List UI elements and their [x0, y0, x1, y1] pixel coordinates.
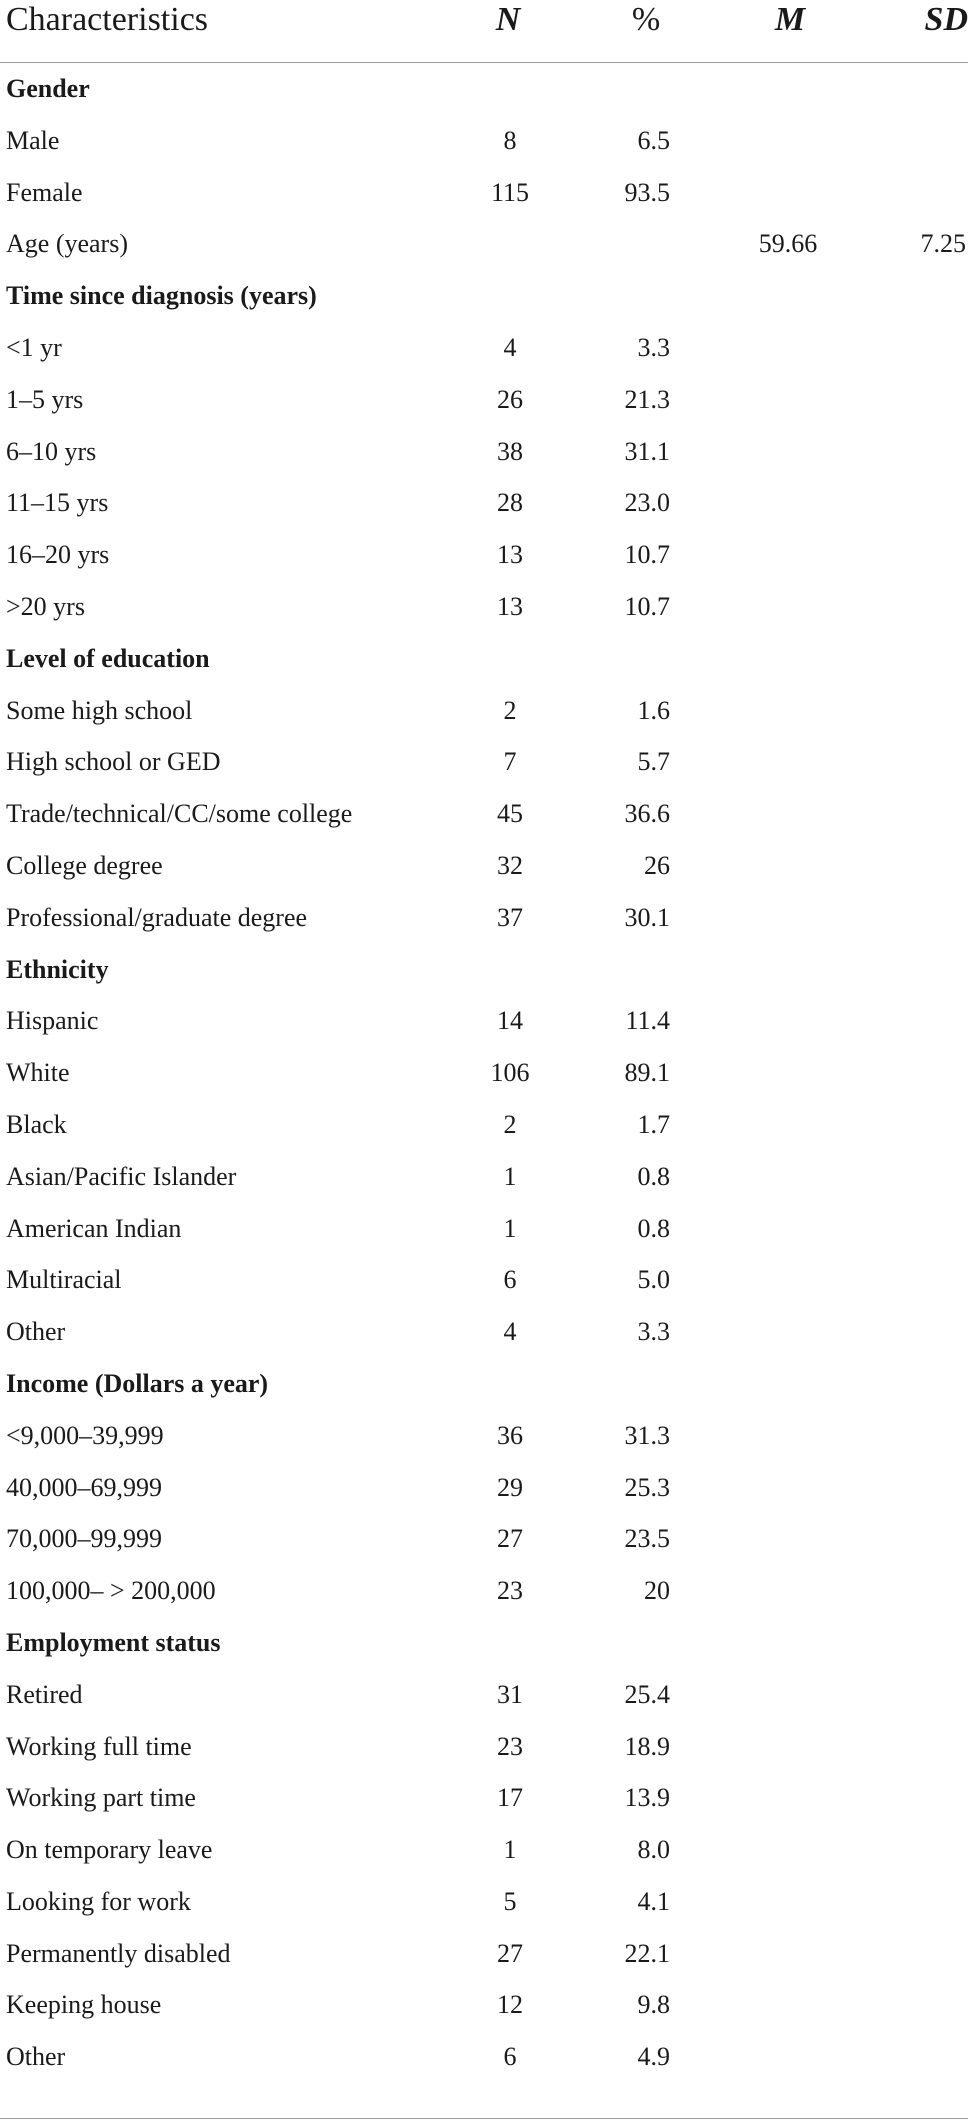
cell-percent: 10.7	[624, 540, 670, 570]
table-row	[0, 995, 968, 1047]
section-title: Income (Dollars a year)	[6, 1368, 269, 1398]
cell-n: 23	[497, 1731, 523, 1761]
section-header-row	[0, 1617, 968, 1669]
row-label: Trade/technical/CC/some college	[6, 799, 353, 829]
table-row	[0, 1772, 968, 1824]
table-row	[0, 736, 968, 788]
row-label: >20 yrs	[6, 591, 85, 621]
row-label: 16–20 yrs	[6, 540, 110, 570]
row-label: Hispanic	[6, 1006, 99, 1036]
row-label: 1–5 yrs	[6, 384, 84, 414]
table-header	[0, 0, 968, 63]
table-row	[0, 529, 968, 581]
cell-percent: 6.5	[637, 125, 670, 155]
row-label: On temporary leave	[6, 1835, 213, 1865]
row-label: 100,000– > 200,000	[6, 1576, 216, 1606]
cell-percent: 25.3	[624, 1472, 670, 1502]
table-row	[0, 1669, 968, 1721]
section-title: Time since diagnosis (years)	[6, 281, 317, 311]
row-label: Other	[6, 1317, 66, 1347]
table-row	[0, 115, 968, 167]
cell-n: 4	[503, 332, 517, 362]
row-label: American Indian	[6, 1213, 182, 1243]
row-label: Retired	[6, 1679, 83, 1709]
cell-mean: 59.66	[758, 229, 818, 259]
table-row	[0, 426, 968, 478]
cell-n: 14	[497, 1006, 523, 1036]
row-label: Black	[6, 1109, 67, 1139]
cell-n: 13	[497, 540, 523, 570]
row-label: 11–15 yrs	[6, 488, 109, 518]
cell-percent: 9.8	[637, 1990, 670, 2020]
cell-percent: 10.7	[624, 591, 670, 621]
row-label: Permanently disabled	[6, 1938, 231, 1968]
table-row	[0, 322, 968, 374]
cell-percent: 1.6	[637, 695, 670, 725]
row-label: White	[6, 1058, 70, 1088]
cell-n: 26	[497, 384, 523, 414]
cell-n: 31	[497, 1679, 523, 1709]
table-row	[0, 840, 968, 892]
cell-n: 13	[497, 591, 523, 621]
cell-n: 115	[490, 177, 530, 207]
section-title: Ethnicity	[6, 954, 109, 984]
row-label: Working full time	[6, 1731, 192, 1761]
header-n: N	[495, 1, 521, 38]
cell-percent: 0.8	[637, 1213, 670, 1243]
row-label: 6–10 yrs	[6, 436, 97, 466]
table-row	[0, 167, 968, 219]
cell-percent: 4.1	[637, 1886, 670, 1916]
cell-n: 17	[497, 1783, 523, 1813]
cell-sd: 7.25	[920, 229, 966, 259]
table-row	[0, 1876, 968, 1928]
cell-percent: 21.3	[624, 384, 670, 414]
section-header-row	[0, 1358, 968, 1410]
section-title: Gender	[6, 74, 90, 103]
row-label: College degree	[6, 850, 163, 880]
section-title: Level of education	[6, 643, 210, 673]
row-label: Professional/graduate degree	[6, 902, 308, 932]
cell-n: 6	[503, 1265, 517, 1295]
cell-n: 45	[497, 799, 523, 829]
table-row	[0, 1410, 968, 1462]
table-row	[0, 1979, 968, 2031]
table-row	[0, 1928, 968, 1980]
cell-n: 27	[497, 1938, 523, 1968]
table-row	[0, 1824, 968, 1876]
row-label: 40,000–69,999	[6, 1472, 162, 1502]
cell-percent: 5.0	[637, 1265, 670, 1295]
cell-percent: 3.3	[637, 332, 670, 362]
table-row	[0, 1306, 968, 1358]
row-label: <9,000–39,999	[6, 1420, 164, 1450]
cell-n: 6	[503, 2042, 517, 2072]
cell-percent: 23.0	[624, 488, 670, 518]
cell-n: 12	[497, 1990, 523, 2020]
cell-n: 2	[503, 695, 517, 725]
table-row	[0, 1513, 968, 1565]
cell-n: 23	[497, 1576, 523, 1606]
row-label: Some high school	[6, 695, 193, 725]
cell-n: 36	[497, 1420, 523, 1450]
table-row	[0, 892, 968, 944]
section-header-row	[0, 944, 968, 996]
cell-percent: 11.4	[625, 1006, 670, 1036]
row-label: Working part time	[6, 1783, 196, 1813]
row-label: Female	[6, 177, 83, 207]
table-row	[0, 1151, 968, 1203]
row-label: Other	[6, 2042, 66, 2072]
section-header-row	[0, 63, 968, 115]
table-row	[0, 218, 968, 270]
row-label: Multiracial	[6, 1265, 122, 1295]
row-label: 70,000–99,999	[6, 1524, 162, 1554]
cell-n: 7	[503, 747, 517, 777]
cell-percent: 31.1	[624, 436, 670, 466]
cell-n: 37	[497, 902, 523, 932]
cell-n: 1	[503, 1213, 517, 1243]
section-header-row	[0, 633, 968, 685]
table-row	[0, 685, 968, 737]
cell-percent: 4.9	[637, 2042, 670, 2072]
cell-n: 38	[497, 436, 523, 466]
cell-n: 5	[503, 1886, 517, 1916]
cell-percent: 25.4	[624, 1679, 670, 1709]
table-bottom-rule	[0, 2118, 968, 2119]
row-label: Looking for work	[6, 1886, 191, 1916]
table-row	[0, 1099, 968, 1151]
table-row	[0, 374, 968, 426]
table-row	[0, 1565, 968, 1617]
row-label: High school or GED	[6, 747, 221, 777]
cell-percent: 30.1	[624, 902, 670, 932]
row-label: Asian/Pacific Islander	[6, 1161, 237, 1191]
table-body	[0, 63, 968, 2083]
header-percent: %	[631, 1, 661, 38]
table-row	[0, 1203, 968, 1255]
cell-n: 8	[503, 125, 517, 155]
table-row	[0, 1047, 968, 1099]
header-mean: M	[774, 1, 806, 38]
cell-n: 106	[490, 1058, 530, 1088]
cell-percent: 23.5	[624, 1524, 670, 1554]
cell-percent: 93.5	[624, 177, 670, 207]
cell-n: 27	[497, 1524, 523, 1554]
cell-percent: 8.0	[637, 1835, 670, 1865]
cell-percent: 89.1	[624, 1058, 670, 1088]
row-label: <1 yr	[6, 332, 62, 362]
cell-percent: 0.8	[637, 1161, 670, 1191]
cell-percent: 31.3	[624, 1420, 670, 1450]
row-label: Male	[6, 125, 60, 155]
row-label: Age (years)	[6, 229, 128, 259]
section-title: Employment status	[6, 1627, 221, 1657]
table-row	[0, 1254, 968, 1306]
cell-percent: 13.9	[624, 1783, 670, 1813]
header-sd: SD	[924, 1, 968, 38]
row-label: Keeping house	[6, 1990, 162, 2020]
table-row	[0, 477, 968, 529]
cell-n: 1	[503, 1161, 517, 1191]
header-characteristics: Characteristics	[6, 1, 209, 38]
table-row	[0, 1462, 968, 1514]
table-row	[0, 2031, 968, 2083]
cell-percent: 36.6	[624, 799, 670, 829]
cell-n: 2	[503, 1109, 517, 1139]
cell-n: 32	[497, 850, 523, 880]
cell-percent: 22.1	[624, 1938, 670, 1968]
cell-percent: 26	[644, 850, 670, 880]
table-row	[0, 581, 968, 633]
section-header-row	[0, 270, 968, 322]
cell-n: 28	[497, 488, 523, 518]
cell-n: 4	[503, 1317, 517, 1347]
cell-percent: 1.7	[637, 1109, 670, 1139]
cell-percent: 18.9	[624, 1731, 670, 1761]
table-row	[0, 1721, 968, 1773]
cell-n: 1	[503, 1835, 517, 1865]
table-row	[0, 788, 968, 840]
cell-n: 29	[497, 1472, 523, 1502]
cell-percent: 20	[644, 1576, 670, 1606]
cell-percent: 3.3	[637, 1317, 670, 1347]
cell-percent: 5.7	[637, 747, 670, 777]
